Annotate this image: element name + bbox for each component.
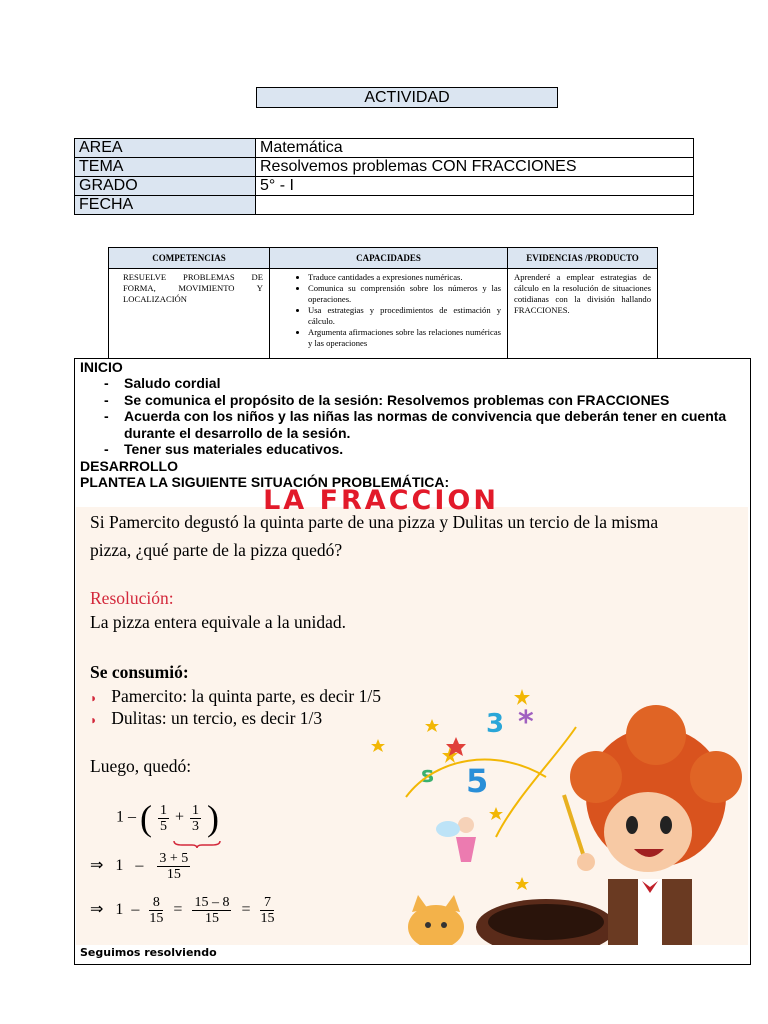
- activity-title: ACTIVIDAD: [256, 87, 558, 108]
- math-equals: =: [241, 901, 251, 919]
- math-one: 1: [115, 857, 124, 875]
- info-label: TEMA: [75, 158, 256, 177]
- capacidad-item: • Traduce cantidades a expresiones numéricas.: [308, 272, 501, 283]
- problem-statement: [90, 511, 740, 561]
- resolucion-heading: Resolución:: [90, 588, 174, 608]
- capacidad-item: • Comunica su comprensión sobre los números y las operaciones.: [308, 283, 501, 305]
- header-capacidades: CAPACIDADES: [270, 248, 508, 269]
- header-evidencias: EVIDENCIAS /PRODUCTO: [508, 248, 658, 269]
- footer-text: Seguimos resolviendo: [80, 946, 217, 959]
- consumio-text: Dulitas: un tercio, es decir 1/3: [111, 708, 323, 728]
- info-label: FECHA: [75, 196, 256, 215]
- info-row-area: [75, 139, 694, 158]
- inicio-item: - Saludo cordial: [80, 375, 745, 392]
- math-line-1: [116, 797, 219, 839]
- inicio-item: - Acuerda con los niños y las niñas las normas de convivencia que deberán tener en cuenta durante el desarrollo de la sesión.: [80, 408, 745, 441]
- competencias-table: [108, 247, 658, 359]
- svg-text:3: 3: [486, 709, 505, 739]
- fraction-15minus8-15: $\frac{15 - 8}{15}$: [194, 895, 230, 926]
- math-one: 1: [116, 808, 124, 826]
- bullet-icon: ◗: [90, 691, 98, 705]
- info-table: [74, 138, 694, 215]
- info-row-fecha: [75, 196, 694, 215]
- desarrollo-heading: DESARROLLO: [80, 457, 178, 474]
- math-equals: =: [173, 901, 183, 919]
- header-competencias: COMPETENCIAS: [109, 248, 270, 269]
- consumio-heading: Se consumió:: [90, 662, 189, 682]
- inicio-heading: INICIO: [80, 359, 123, 375]
- inicio-item: - Tener sus materiales educativos.: [80, 441, 745, 458]
- math-minus: –: [128, 808, 136, 826]
- info-label: AREA: [75, 139, 256, 158]
- info-value: 5° - I: [256, 177, 694, 196]
- la-fraccion-title: LA FRACCION: [263, 485, 499, 516]
- info-value: [256, 196, 694, 215]
- math-one: 1: [115, 901, 124, 919]
- capacidad-item: • Argumenta afirmaciones sobre las relaciones numéricas y las operaciones: [308, 327, 501, 349]
- implies-icon: ⇒: [90, 901, 104, 919]
- plantea-heading: PLANTEA LA SIGUIENTE SITUACIÓN PROBLEMÁTICA:: [80, 473, 450, 490]
- svg-text:s: s: [421, 763, 435, 788]
- math-minus: –: [131, 901, 140, 919]
- luego-heading: Luego, quedó:: [90, 756, 192, 776]
- math-minus: –: [135, 857, 144, 875]
- info-value: Matemática: [256, 139, 694, 158]
- math-plus: +: [175, 808, 185, 826]
- paren-close: ): [207, 798, 220, 838]
- fraction-7-15: $\frac{7}{15}$: [260, 895, 275, 926]
- fraction-3plus5-15: $\frac{3 + 5}{15}$: [159, 851, 189, 882]
- info-row-grado: [75, 177, 694, 196]
- info-row-tema: [75, 158, 694, 177]
- consumio-item-2: [90, 707, 322, 731]
- problem-panel: [76, 507, 748, 945]
- math-line-3: [90, 895, 276, 926]
- capacidades-list: [276, 272, 501, 349]
- problem-line-2: pizza, ¿qué parte de la pizza quedó?: [90, 540, 343, 560]
- underbrace-icon: [172, 839, 222, 849]
- consumio-item-1: [90, 685, 381, 709]
- svg-text:5: 5: [466, 762, 489, 800]
- capacidades-cell: [270, 269, 508, 359]
- paren-open: (: [140, 798, 152, 838]
- problem-line-1: Si Pamercito degustó la quinta parte de una pizza y Dulitas un tercio de la misma: [90, 512, 659, 532]
- fraction-8-15: $\frac{8}{15}$: [149, 895, 164, 926]
- consumio-text: Pamercito: la quinta parte, es decir 1/5: [111, 686, 381, 706]
- info-label: GRADO: [75, 177, 256, 196]
- math-line-2: [90, 851, 192, 882]
- fraction-1-5: $\frac{1}{5}$: [160, 802, 167, 834]
- evidencia-text: Aprenderé a emplear estrategias de cálculo en la resolución de situaciones cotidianas con la división hallando FRACCIONES.: [508, 269, 658, 359]
- inicio-list: [80, 375, 745, 458]
- implies-icon: ⇒: [90, 857, 104, 875]
- inicio-item: - Se comunica el propósito de la sesión: Resolvemos problemas con FRACCIONES: [80, 392, 745, 409]
- unidad-text: La pizza entera equivale a la unidad.: [90, 612, 347, 632]
- bullet-icon: ◗: [90, 713, 98, 727]
- session-text: [80, 359, 745, 490]
- info-value: Resolvemos problemas CON FRACCIONES: [256, 158, 694, 177]
- fraction-1-3: $\frac{1}{3}$: [192, 802, 200, 834]
- svg-text:*: *: [518, 705, 534, 740]
- competencia-text: RESUELVE PROBLEMAS DE FORMA, MOVIMIENTO Y LOCALIZACIÓN: [109, 269, 270, 359]
- capacidad-item: • Usa estrategias y procedimientos de estimación y cálculo.: [308, 305, 501, 327]
